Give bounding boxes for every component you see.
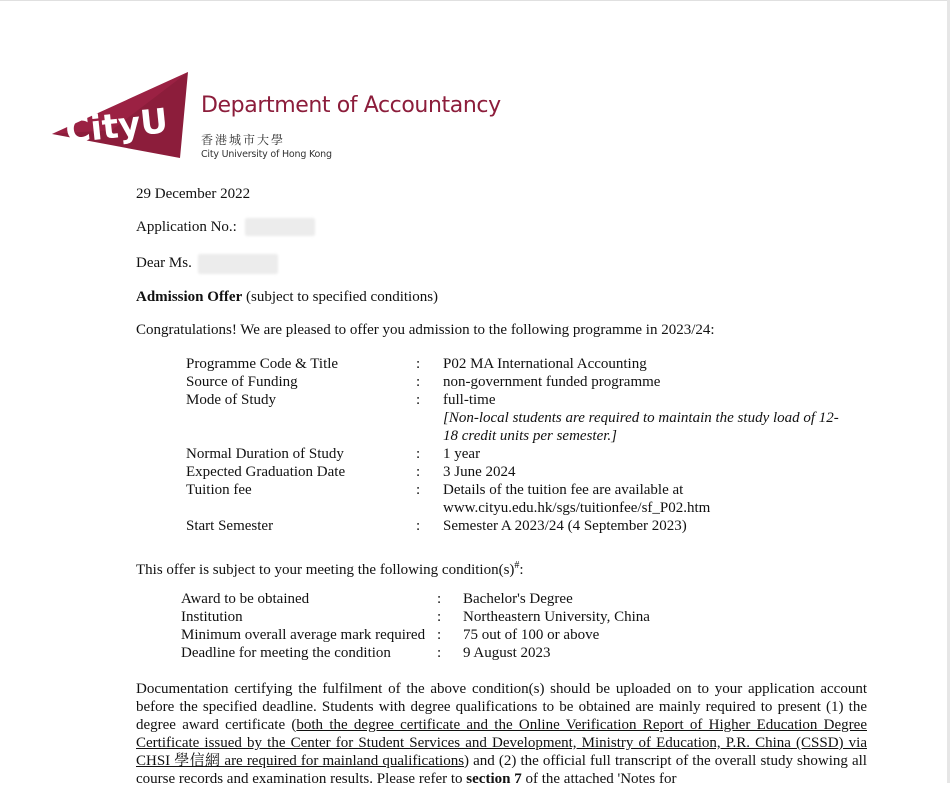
intro-text: Congratulations! We are pleased to offer you admission to the following programme in 2023/24: — [136, 322, 715, 338]
conditions-intro — [136, 557, 524, 579]
department-name: Department of Accountancy — [201, 93, 501, 118]
offer-title: Admission Offer — [136, 289, 243, 305]
colon: : — [416, 518, 421, 534]
colon: : — [416, 464, 421, 480]
logo-text: CityU — [63, 101, 170, 152]
colon: : — [416, 392, 421, 408]
offer-heading — [136, 288, 438, 306]
programme-code-value: P02 MA International Accounting — [443, 356, 647, 372]
colon: : — [416, 374, 421, 390]
university-chinese-name: 香港城市大學 — [201, 133, 286, 147]
section-reference: section 7 — [466, 771, 522, 787]
award-value: Bachelor's Degree — [463, 591, 573, 607]
duration-label: Normal Duration of Study — [186, 446, 344, 462]
colon: : — [437, 645, 442, 661]
offer-subtitle: (subject to specified conditions) — [246, 289, 439, 305]
duration-value: 1 year — [443, 446, 481, 462]
university-name: City University of Hong Kong — [201, 149, 332, 160]
mode-value: full-time — [443, 392, 496, 408]
colon: : — [437, 627, 442, 643]
colon: : — [437, 609, 442, 625]
start-value: Semester A 2023/24 (4 September 2023) — [443, 518, 687, 534]
start-label: Start Semester — [186, 518, 274, 534]
tuition-value-line-1: Details of the tuition fee are available at — [443, 482, 684, 498]
funding-label: Source of Funding — [186, 374, 298, 390]
mark-label: Minimum overall average mark required — [181, 627, 426, 643]
documentation-underlined: both the degree certificate and the Online Verification Report of Higher Education Degree Certificate issued by the Center for Student Services and Development, Ministry of Education, P.R. China (CSSD) via CHSI 學信網 are required for mainland qualifications — [136, 717, 867, 769]
page-top-border — [0, 0, 950, 1]
mode-note-line-2: 18 credit units per semester.] — [443, 428, 618, 444]
award-label: Award to be obtained — [181, 591, 310, 607]
institution-value: Northeastern University, China — [463, 609, 650, 625]
documentation-paragraph — [136, 680, 867, 788]
funding-value: non-government funded programme — [443, 374, 661, 390]
letter-date: 29 December 2022 — [136, 186, 251, 202]
documentation-text-1: Documentation certifying the fulfilment of the above condition(s) should be uploaded on to your application account before the specified deadline. Students with degree qualifications to be obtained are mainly required to present (1) the degree award certificate ( — [136, 681, 867, 733]
conditions-intro-end: : — [519, 562, 524, 578]
documentation-text-2: ) and (2) the official full transcript of the overall study showing all course records and examination results. Please refer to — [136, 753, 867, 787]
footnote-mark: # — [514, 560, 520, 571]
deadline-label: Deadline for meeting the condition — [181, 645, 391, 661]
colon: : — [416, 482, 421, 498]
colon: : — [416, 356, 421, 372]
redacted-application-no — [245, 218, 315, 236]
documentation-text-3: of the attached 'Notes for — [521, 771, 677, 787]
colon: : — [416, 446, 421, 462]
graduation-label: Expected Graduation Date — [186, 464, 346, 480]
application-no-label: Application No.: — [136, 219, 237, 235]
mode-note-line-1: [Non-local students are required to maintain the study load of 12- — [443, 410, 839, 426]
tuition-url[interactable]: www.cityu.edu.hk/sgs/tuitionfee/sf_P02.htm — [443, 500, 711, 516]
tuition-label: Tuition fee — [186, 482, 252, 498]
colon: : — [437, 591, 442, 607]
graduation-value: 3 June 2024 — [443, 464, 516, 480]
programme-code-label: Programme Code & Title — [186, 356, 339, 372]
salutation: Dear Ms. — [136, 255, 192, 271]
mode-label: Mode of Study — [186, 392, 276, 408]
deadline-value: 9 August 2023 — [463, 645, 551, 661]
conditions-intro-text: This offer is subject to your meeting the following condition(s) — [136, 562, 515, 578]
redacted-name — [198, 254, 278, 274]
cityu-logo — [52, 72, 192, 167]
mark-value: 75 out of 100 or above — [463, 627, 600, 643]
institution-label: Institution — [181, 609, 243, 625]
